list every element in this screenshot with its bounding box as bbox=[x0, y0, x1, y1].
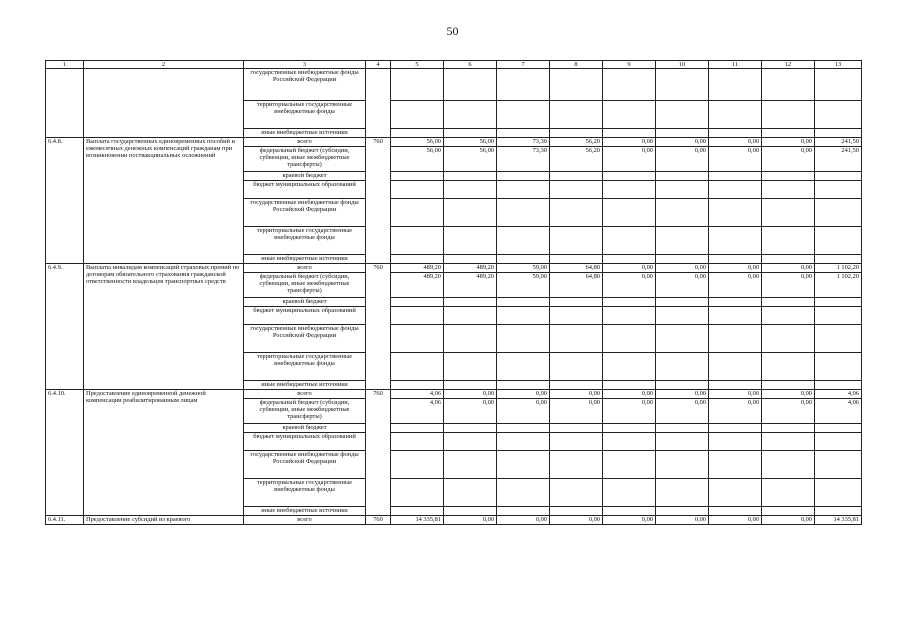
value-cell bbox=[550, 325, 603, 353]
value-cell bbox=[603, 255, 656, 264]
value-cell bbox=[444, 255, 497, 264]
value-cell bbox=[391, 307, 444, 325]
column-header: 4 bbox=[366, 61, 391, 69]
value-cell bbox=[603, 172, 656, 181]
column-header: 11 bbox=[709, 61, 762, 69]
value-cell bbox=[444, 353, 497, 381]
value-cell: 0,00 bbox=[603, 264, 656, 273]
value-cell bbox=[391, 353, 444, 381]
value-cell bbox=[497, 307, 550, 325]
value-cell bbox=[497, 227, 550, 255]
value-cell bbox=[815, 199, 862, 227]
value-cell bbox=[815, 298, 862, 307]
value-cell bbox=[603, 199, 656, 227]
value-cell bbox=[444, 507, 497, 516]
funding-source: федеральный бюджет (субсидии, субвенции, иные межбюджетные трансферты) bbox=[244, 273, 366, 298]
funding-source: федеральный бюджет (субсидии, субвенции, иные межбюджетные трансферты) bbox=[244, 147, 366, 172]
value-cell bbox=[709, 433, 762, 451]
value-cell bbox=[656, 101, 709, 129]
value-cell: 0,00 bbox=[603, 147, 656, 172]
value-cell: 0,00 bbox=[762, 147, 815, 172]
value-cell bbox=[709, 307, 762, 325]
column-header: 5 bbox=[391, 61, 444, 69]
value-cell: 0,00 bbox=[656, 273, 709, 298]
value-cell bbox=[815, 181, 862, 199]
value-cell bbox=[603, 353, 656, 381]
value-cell bbox=[815, 255, 862, 264]
value-cell: 64,80 bbox=[550, 264, 603, 273]
value-cell bbox=[762, 181, 815, 199]
item-name: Выплата государственных единовременных пособий и ежемесячных денежных компенсаций гражданам при возникновении поствакцинальных осложнений bbox=[84, 138, 244, 264]
value-cell: 0,00 bbox=[603, 273, 656, 298]
funding-source: государственные внебюджетные фонды Российской Федерации bbox=[244, 199, 366, 227]
value-cell: 489,20 bbox=[444, 273, 497, 298]
funding-source: всего bbox=[244, 390, 366, 399]
value-cell: 73,30 bbox=[497, 147, 550, 172]
value-cell bbox=[709, 69, 762, 101]
code-cell bbox=[366, 69, 391, 138]
value-cell bbox=[656, 507, 709, 516]
value-cell bbox=[762, 129, 815, 138]
value-cell bbox=[497, 507, 550, 516]
value-cell bbox=[815, 69, 862, 101]
value-cell: 0,00 bbox=[550, 399, 603, 424]
value-cell: 489,20 bbox=[391, 273, 444, 298]
value-cell bbox=[444, 172, 497, 181]
value-cell bbox=[603, 433, 656, 451]
value-cell bbox=[709, 479, 762, 507]
value-cell bbox=[391, 172, 444, 181]
value-cell bbox=[815, 101, 862, 129]
value-cell bbox=[391, 381, 444, 390]
value-cell: 0,00 bbox=[709, 273, 762, 298]
value-cell bbox=[603, 479, 656, 507]
value-cell bbox=[815, 381, 862, 390]
value-cell bbox=[391, 129, 444, 138]
value-cell: 0,00 bbox=[497, 516, 550, 525]
value-cell bbox=[709, 451, 762, 479]
value-cell bbox=[603, 325, 656, 353]
value-cell bbox=[497, 101, 550, 129]
value-cell bbox=[762, 479, 815, 507]
value-cell bbox=[603, 451, 656, 479]
value-cell bbox=[444, 325, 497, 353]
value-cell bbox=[815, 353, 862, 381]
value-cell: 73,30 bbox=[497, 138, 550, 147]
column-header: 8 bbox=[550, 61, 603, 69]
value-cell: 4,06 bbox=[391, 390, 444, 399]
value-cell bbox=[762, 381, 815, 390]
value-cell bbox=[762, 433, 815, 451]
value-cell bbox=[391, 479, 444, 507]
funding-source: территориальные государственные внебюджетные фонды bbox=[244, 479, 366, 507]
value-cell: 0,00 bbox=[709, 264, 762, 273]
value-cell: 0,00 bbox=[762, 399, 815, 424]
value-cell: 0,00 bbox=[497, 399, 550, 424]
column-header: 3 bbox=[244, 61, 366, 69]
value-cell: 241,50 bbox=[815, 138, 862, 147]
value-cell bbox=[391, 507, 444, 516]
value-cell: 56,20 bbox=[550, 138, 603, 147]
value-cell bbox=[815, 479, 862, 507]
value-cell bbox=[497, 172, 550, 181]
item-code: 760 bbox=[366, 516, 391, 525]
value-cell bbox=[815, 507, 862, 516]
value-cell bbox=[391, 69, 444, 101]
value-cell bbox=[550, 298, 603, 307]
item-code: 760 bbox=[366, 390, 391, 516]
value-cell: 0,00 bbox=[762, 138, 815, 147]
value-cell bbox=[762, 451, 815, 479]
value-cell bbox=[391, 255, 444, 264]
value-cell bbox=[709, 507, 762, 516]
value-cell bbox=[762, 353, 815, 381]
value-cell bbox=[656, 172, 709, 181]
table-row bbox=[46, 138, 862, 147]
item-code: 760 bbox=[366, 138, 391, 264]
table-row bbox=[46, 390, 862, 399]
value-cell: 0,00 bbox=[762, 390, 815, 399]
item-name: Предоставление единовременной денежной компенсации реабилитированным лицам bbox=[84, 390, 244, 516]
value-cell bbox=[603, 307, 656, 325]
funding-source: бюджет муниципальных образований bbox=[244, 307, 366, 325]
value-cell bbox=[709, 181, 762, 199]
value-cell: 0,00 bbox=[603, 516, 656, 525]
value-cell bbox=[497, 381, 550, 390]
funding-source: иные внебюджетные источники bbox=[244, 381, 366, 390]
value-cell: 0,00 bbox=[603, 138, 656, 147]
page-number: 50 bbox=[446, 24, 459, 38]
item-code: 760 bbox=[366, 264, 391, 390]
value-cell bbox=[444, 433, 497, 451]
value-cell bbox=[603, 129, 656, 138]
table-row bbox=[46, 264, 862, 273]
value-cell bbox=[815, 129, 862, 138]
value-cell: 0,00 bbox=[762, 516, 815, 525]
value-cell bbox=[656, 424, 709, 433]
value-cell bbox=[656, 69, 709, 101]
value-cell bbox=[656, 199, 709, 227]
funding-source: иные внебюджетные источники bbox=[244, 255, 366, 264]
value-cell: 0,00 bbox=[709, 399, 762, 424]
value-cell bbox=[656, 451, 709, 479]
value-cell bbox=[762, 507, 815, 516]
value-cell bbox=[709, 227, 762, 255]
value-cell bbox=[603, 101, 656, 129]
funding-source: иные внебюджетные источники bbox=[244, 507, 366, 516]
value-cell: 0,00 bbox=[444, 399, 497, 424]
item-name: Выплаты инвалидам компенсаций страховых премий по договорам обязательного страхования гражданской ответственности владельцев транспортных средств bbox=[84, 264, 244, 390]
value-cell: 0,00 bbox=[656, 516, 709, 525]
value-cell: 56,20 bbox=[550, 147, 603, 172]
funding-source: краевой бюджет bbox=[244, 172, 366, 181]
item-name: Предоставление субсидий из краевого bbox=[84, 516, 244, 525]
value-cell bbox=[709, 353, 762, 381]
column-header: 6 bbox=[444, 61, 497, 69]
value-cell bbox=[709, 255, 762, 264]
value-cell bbox=[550, 172, 603, 181]
value-cell bbox=[444, 424, 497, 433]
value-cell bbox=[815, 451, 862, 479]
budget-table bbox=[45, 60, 862, 525]
value-cell bbox=[656, 255, 709, 264]
value-cell: 0,00 bbox=[550, 516, 603, 525]
value-cell: 0,00 bbox=[656, 138, 709, 147]
value-cell bbox=[762, 307, 815, 325]
value-cell bbox=[603, 507, 656, 516]
item-number: 6.4.9. bbox=[46, 264, 84, 390]
value-cell bbox=[762, 69, 815, 101]
value-cell bbox=[444, 129, 497, 138]
value-cell: 0,00 bbox=[709, 516, 762, 525]
column-header: 1 bbox=[46, 61, 84, 69]
value-cell bbox=[550, 451, 603, 479]
value-cell bbox=[391, 101, 444, 129]
value-cell: 0,00 bbox=[444, 390, 497, 399]
value-cell: 59,00 bbox=[497, 264, 550, 273]
value-cell: 241,50 bbox=[815, 147, 862, 172]
value-cell bbox=[656, 227, 709, 255]
value-cell bbox=[656, 325, 709, 353]
value-cell bbox=[550, 69, 603, 101]
column-header-row bbox=[46, 61, 862, 69]
value-cell bbox=[815, 424, 862, 433]
value-cell bbox=[550, 307, 603, 325]
value-cell bbox=[815, 307, 862, 325]
value-cell: 64,80 bbox=[550, 273, 603, 298]
value-cell bbox=[603, 69, 656, 101]
column-header: 7 bbox=[497, 61, 550, 69]
value-cell: 4,06 bbox=[815, 399, 862, 424]
value-cell bbox=[656, 298, 709, 307]
value-cell bbox=[603, 424, 656, 433]
value-cell bbox=[497, 298, 550, 307]
value-cell bbox=[762, 298, 815, 307]
column-header: 9 bbox=[603, 61, 656, 69]
value-cell: 489,20 bbox=[444, 264, 497, 273]
value-cell bbox=[444, 381, 497, 390]
funding-source: всего bbox=[244, 516, 366, 525]
value-cell bbox=[497, 181, 550, 199]
value-cell bbox=[656, 381, 709, 390]
funding-source: всего bbox=[244, 264, 366, 273]
value-cell: 0,00 bbox=[709, 138, 762, 147]
funding-source: федеральный бюджет (субсидии, субвенции, иные межбюджетные трансферты) bbox=[244, 399, 366, 424]
value-cell bbox=[391, 325, 444, 353]
value-cell bbox=[603, 227, 656, 255]
value-cell bbox=[444, 451, 497, 479]
funding-source: территориальные государственные внебюджетные фонды bbox=[244, 227, 366, 255]
value-cell bbox=[709, 172, 762, 181]
value-cell: 4,06 bbox=[815, 390, 862, 399]
value-cell bbox=[444, 199, 497, 227]
value-cell bbox=[603, 298, 656, 307]
value-cell bbox=[550, 353, 603, 381]
column-header: 2 bbox=[84, 61, 244, 69]
value-cell bbox=[550, 507, 603, 516]
value-cell: 0,00 bbox=[656, 147, 709, 172]
value-cell bbox=[656, 433, 709, 451]
funding-source: государственные внебюджетные фонды Российской Федерации bbox=[244, 451, 366, 479]
value-cell bbox=[497, 69, 550, 101]
value-cell bbox=[550, 227, 603, 255]
value-cell bbox=[497, 424, 550, 433]
value-cell: 1 102,20 bbox=[815, 264, 862, 273]
value-cell: 4,06 bbox=[391, 399, 444, 424]
value-cell bbox=[444, 69, 497, 101]
value-cell bbox=[656, 479, 709, 507]
value-cell: 0,00 bbox=[656, 264, 709, 273]
value-cell: 0,00 bbox=[550, 390, 603, 399]
value-cell bbox=[391, 298, 444, 307]
funding-source: государственные внебюджетные фонды Российской Федерации bbox=[244, 69, 366, 101]
value-cell: 0,00 bbox=[603, 399, 656, 424]
funding-source: территориальные государственные внебюджетные фонды bbox=[244, 353, 366, 381]
item-number: 6.4.8. bbox=[46, 138, 84, 264]
value-cell bbox=[603, 381, 656, 390]
table-row bbox=[46, 69, 862, 101]
column-header: 10 bbox=[656, 61, 709, 69]
value-cell: 1 102,20 bbox=[815, 273, 862, 298]
funding-source: территориальные государственные внебюджетные фонды bbox=[244, 101, 366, 129]
funding-source: государственные внебюджетные фонды Российской Федерации bbox=[244, 325, 366, 353]
value-cell bbox=[497, 353, 550, 381]
value-cell bbox=[815, 433, 862, 451]
value-cell bbox=[497, 451, 550, 479]
value-cell: 0,00 bbox=[603, 390, 656, 399]
value-cell bbox=[762, 199, 815, 227]
funding-source: бюджет муниципальных образований bbox=[244, 433, 366, 451]
value-cell bbox=[497, 129, 550, 138]
value-cell bbox=[497, 199, 550, 227]
value-cell bbox=[550, 424, 603, 433]
value-cell bbox=[603, 181, 656, 199]
value-cell bbox=[550, 479, 603, 507]
value-cell: 489,20 bbox=[391, 264, 444, 273]
value-cell bbox=[550, 129, 603, 138]
value-cell bbox=[762, 325, 815, 353]
value-cell bbox=[497, 325, 550, 353]
value-cell bbox=[762, 227, 815, 255]
value-cell: 14 335,81 bbox=[815, 516, 862, 525]
value-cell bbox=[815, 325, 862, 353]
value-cell: 0,00 bbox=[709, 390, 762, 399]
value-cell: 56,00 bbox=[444, 147, 497, 172]
value-cell bbox=[497, 433, 550, 451]
value-cell bbox=[550, 381, 603, 390]
value-cell bbox=[497, 255, 550, 264]
value-cell: 0,00 bbox=[762, 273, 815, 298]
value-cell bbox=[762, 255, 815, 264]
value-cell bbox=[815, 172, 862, 181]
funding-source: всего bbox=[244, 138, 366, 147]
value-cell bbox=[391, 199, 444, 227]
value-cell: 0,00 bbox=[497, 390, 550, 399]
funding-source: краевой бюджет bbox=[244, 424, 366, 433]
value-cell: 0,00 bbox=[656, 399, 709, 424]
value-cell: 56,00 bbox=[391, 138, 444, 147]
value-cell bbox=[709, 101, 762, 129]
value-cell bbox=[815, 227, 862, 255]
value-cell bbox=[709, 325, 762, 353]
value-cell: 0,00 bbox=[444, 516, 497, 525]
value-cell bbox=[444, 479, 497, 507]
funding-source: иные внебюджетные источники bbox=[244, 129, 366, 138]
item-number: 6.4.10. bbox=[46, 390, 84, 516]
column-header: 13 bbox=[815, 61, 862, 69]
column-header: 12 bbox=[762, 61, 815, 69]
value-cell bbox=[709, 129, 762, 138]
value-cell: 56,00 bbox=[391, 147, 444, 172]
value-cell bbox=[762, 101, 815, 129]
item-number: 6.4.11. bbox=[46, 516, 84, 525]
value-cell bbox=[497, 479, 550, 507]
value-cell bbox=[709, 381, 762, 390]
value-cell bbox=[762, 172, 815, 181]
value-cell bbox=[656, 353, 709, 381]
value-cell: 0,00 bbox=[656, 390, 709, 399]
value-cell bbox=[550, 181, 603, 199]
value-cell bbox=[709, 424, 762, 433]
value-cell bbox=[391, 181, 444, 199]
value-cell bbox=[762, 424, 815, 433]
value-cell bbox=[656, 181, 709, 199]
value-cell: 59,00 bbox=[497, 273, 550, 298]
value-cell: 14 335,81 bbox=[391, 516, 444, 525]
value-cell bbox=[391, 227, 444, 255]
value-cell bbox=[550, 101, 603, 129]
value-cell bbox=[444, 227, 497, 255]
value-cell bbox=[391, 433, 444, 451]
value-cell bbox=[444, 181, 497, 199]
value-cell bbox=[550, 199, 603, 227]
value-cell bbox=[444, 298, 497, 307]
table-row bbox=[46, 516, 862, 525]
value-cell bbox=[656, 129, 709, 138]
item-name-cell bbox=[84, 69, 244, 138]
value-cell bbox=[444, 307, 497, 325]
value-cell bbox=[391, 451, 444, 479]
value-cell bbox=[391, 424, 444, 433]
funding-source: бюджет муниципальных образований bbox=[244, 181, 366, 199]
item-number-cell bbox=[46, 69, 84, 138]
value-cell: 0,00 bbox=[762, 264, 815, 273]
value-cell bbox=[709, 298, 762, 307]
value-cell bbox=[550, 255, 603, 264]
value-cell bbox=[444, 101, 497, 129]
value-cell bbox=[709, 199, 762, 227]
funding-source: краевой бюджет bbox=[244, 298, 366, 307]
value-cell bbox=[550, 433, 603, 451]
value-cell: 56,00 bbox=[444, 138, 497, 147]
value-cell bbox=[656, 307, 709, 325]
value-cell: 0,00 bbox=[709, 147, 762, 172]
